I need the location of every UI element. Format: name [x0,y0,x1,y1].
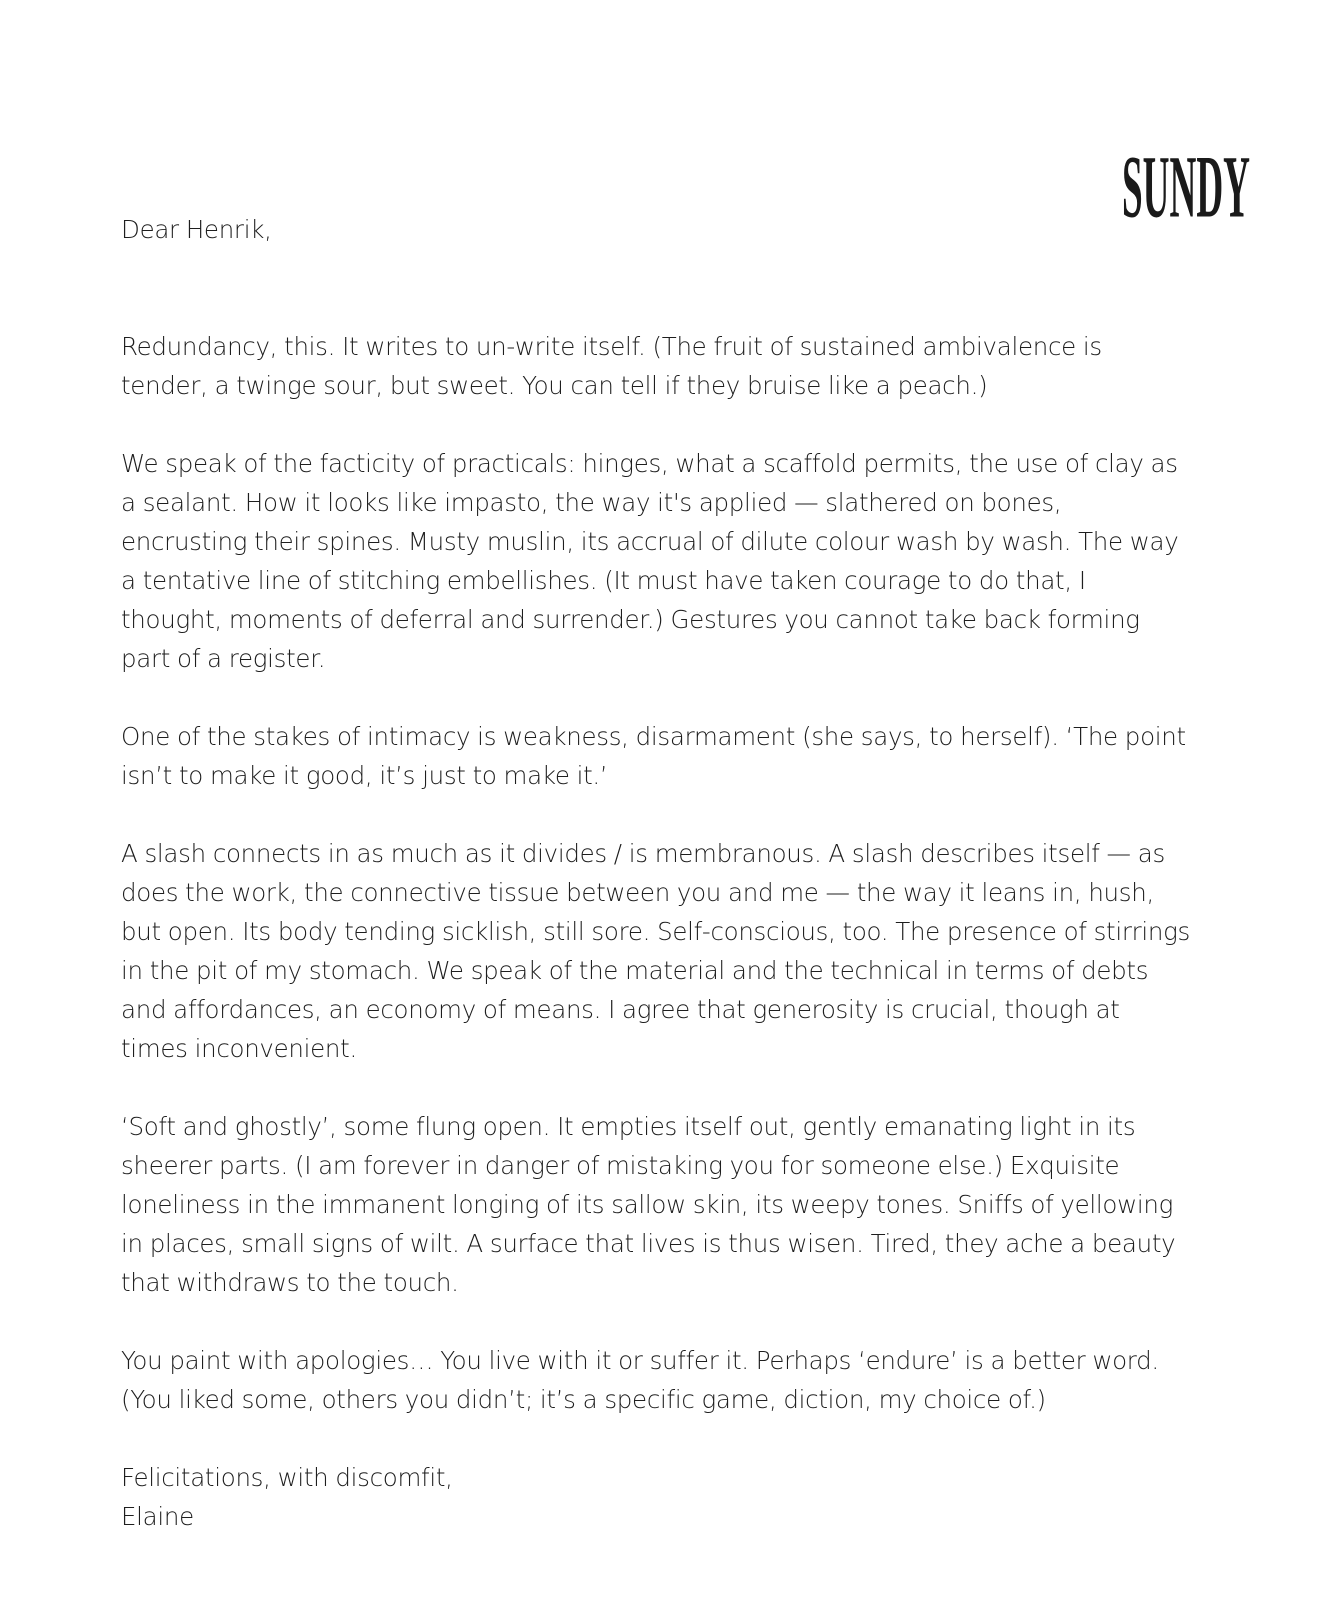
closing: Felicitations, with discomfit, [121,1463,453,1492]
letter-paragraph: Redundancy, this. It writes to un-write itself. (The fruit of sustained ambivalence is tender, a twinge sour, but sweet. You can tell if they bruise like a peach.) [121,332,1102,400]
signature: Elaine [121,1502,194,1531]
letter-paragraph: You paint with apologies… You live with it or suffer it. Perhaps ‘endure’ is a better word. (You liked some, others you didn’t; it’s a specific game, diction, my choice of.) [121,1346,1159,1414]
salutation: Dear Henrik, [121,215,272,244]
letter-body [121,210,1191,1536]
letter-paragraph: One of the stakes of intimacy is weakness, disarmament (she says, to herself). ‘The point isn’t to make it good, it’s just to make it.’ [121,722,1186,790]
letter-paragraph: ‘Soft and ghostly’, some flung open. It empties itself out, gently emanating light in its sheerer parts. (I am forever in danger of mistaking you for someone else.) Exquisite loneliness in the immanent longing of its sallow skin, its weepy tones. Sniffs of yellowing in places, small signs of wilt. A surface that lives is thus wisen. Tired, they ache a beauty that withdraws to the touch. [121,1112,1176,1297]
brand-logo-text: SUNDY [1122,137,1250,237]
letter-paragraph: A slash connects in as much as it divides / is membranous. A slash describes itself — as does the work, the connective tissue between you and me — the way it leans in, hush, but open. Its body tending sicklish, still sore. Self-conscious, too. The presence of stirrings in the pit of my stomach. We speak of the material and the technical in terms of debts and affordances, an economy of means. I agree that generosity is crucial, though at times inconvenient. [121,839,1191,1063]
letter-paragraph: We speak of the facticity of practicals: hinges, what a scaffold permits, the use of clay as a sealant. How it looks like impasto, the way it's applied — slathered on bones, encrusting their spines. Musty muslin, its accrual of dilute colour wash by wash. The way a tentative line of stitching embellishes. (It must have taken courage to do that, I thought, moments of deferral and surrender.) Gestures you cannot take back forming part of a register. [121,449,1179,673]
brand-logo[interactable] [1118,70,1254,237]
